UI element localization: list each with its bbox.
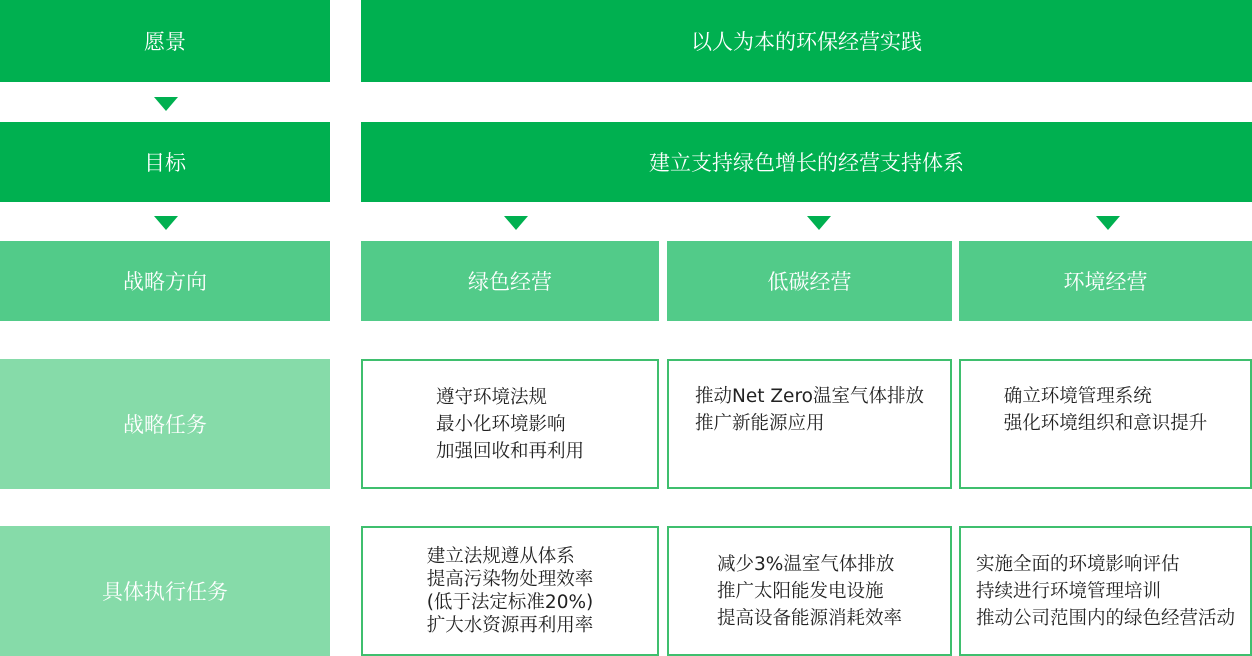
execution-item: 持续进行环境管理培训	[975, 580, 1161, 602]
execution-box-green	[361, 526, 659, 656]
goal-label-box	[0, 122, 330, 202]
task-item: 最小化环境影响	[435, 413, 566, 435]
direction-label-box	[0, 241, 330, 321]
goal-box	[361, 122, 1252, 202]
execution-list	[976, 554, 1235, 629]
execution-item: 减少3%温室气体排放	[716, 553, 895, 575]
tasks-box-green	[361, 359, 659, 489]
vision-box	[361, 0, 1252, 82]
execution-box-environment	[959, 526, 1252, 656]
execution-label-box	[0, 526, 330, 656]
tasks-label-box	[0, 359, 330, 489]
vision-label-box	[0, 0, 330, 82]
task-list	[695, 386, 924, 434]
vision-text: 以人为本的环保经营实践	[691, 30, 922, 54]
execution-list	[427, 546, 594, 636]
execution-item: 建立法规遵从体系	[426, 546, 575, 567]
execution-box-lowcarbon	[667, 526, 952, 656]
goal-label: 目标	[144, 151, 186, 175]
arrow-down-icon	[1096, 216, 1120, 230]
tasks-box-lowcarbon	[667, 359, 952, 489]
direction-box-green	[361, 241, 659, 321]
tasks-box-environment	[959, 359, 1252, 489]
direction-box-lowcarbon	[667, 241, 952, 321]
task-item: 加强回收和再利用	[435, 440, 584, 462]
goal-text: 建立支持绿色增长的经营支持体系	[649, 151, 964, 175]
execution-item: 推动公司范围内的绿色经营活动	[975, 607, 1235, 629]
execution-item: (低于法定标准20%)	[426, 592, 594, 613]
tasks-label: 战略任务	[123, 413, 207, 437]
execution-item: 提高污染物处理效率	[426, 569, 594, 590]
direction-item: 环境经营	[1063, 270, 1148, 294]
arrow-down-icon	[807, 216, 831, 230]
direction-item: 绿色经营	[468, 270, 552, 294]
task-item: 遵守环境法规	[435, 386, 547, 408]
vision-label: 愿景	[144, 30, 186, 54]
direction-box-environment	[959, 241, 1252, 321]
task-item: 确立环境管理系统	[1003, 386, 1152, 407]
arrow-down-icon	[154, 97, 178, 111]
execution-list	[717, 554, 902, 629]
task-item: 推广新能源应用	[695, 413, 825, 434]
task-item: 推动Net Zero温室气体排放	[695, 386, 924, 407]
direction-label: 战略方向	[123, 270, 207, 294]
arrow-down-icon	[154, 216, 178, 230]
execution-item: 实施全面的环境影响评估	[975, 553, 1180, 575]
task-list	[436, 387, 584, 462]
execution-item: 提高设备能源消耗效率	[716, 607, 902, 629]
execution-label: 具体执行任务	[102, 580, 228, 604]
direction-item: 低碳经营	[767, 270, 852, 294]
task-item: 强化环境组织和意识提升	[1003, 413, 1208, 434]
arrow-down-icon	[504, 216, 528, 230]
task-list	[1004, 386, 1208, 434]
execution-item: 推广太阳能发电设施	[716, 580, 884, 602]
execution-item: 扩大水资源再利用率	[426, 615, 594, 636]
